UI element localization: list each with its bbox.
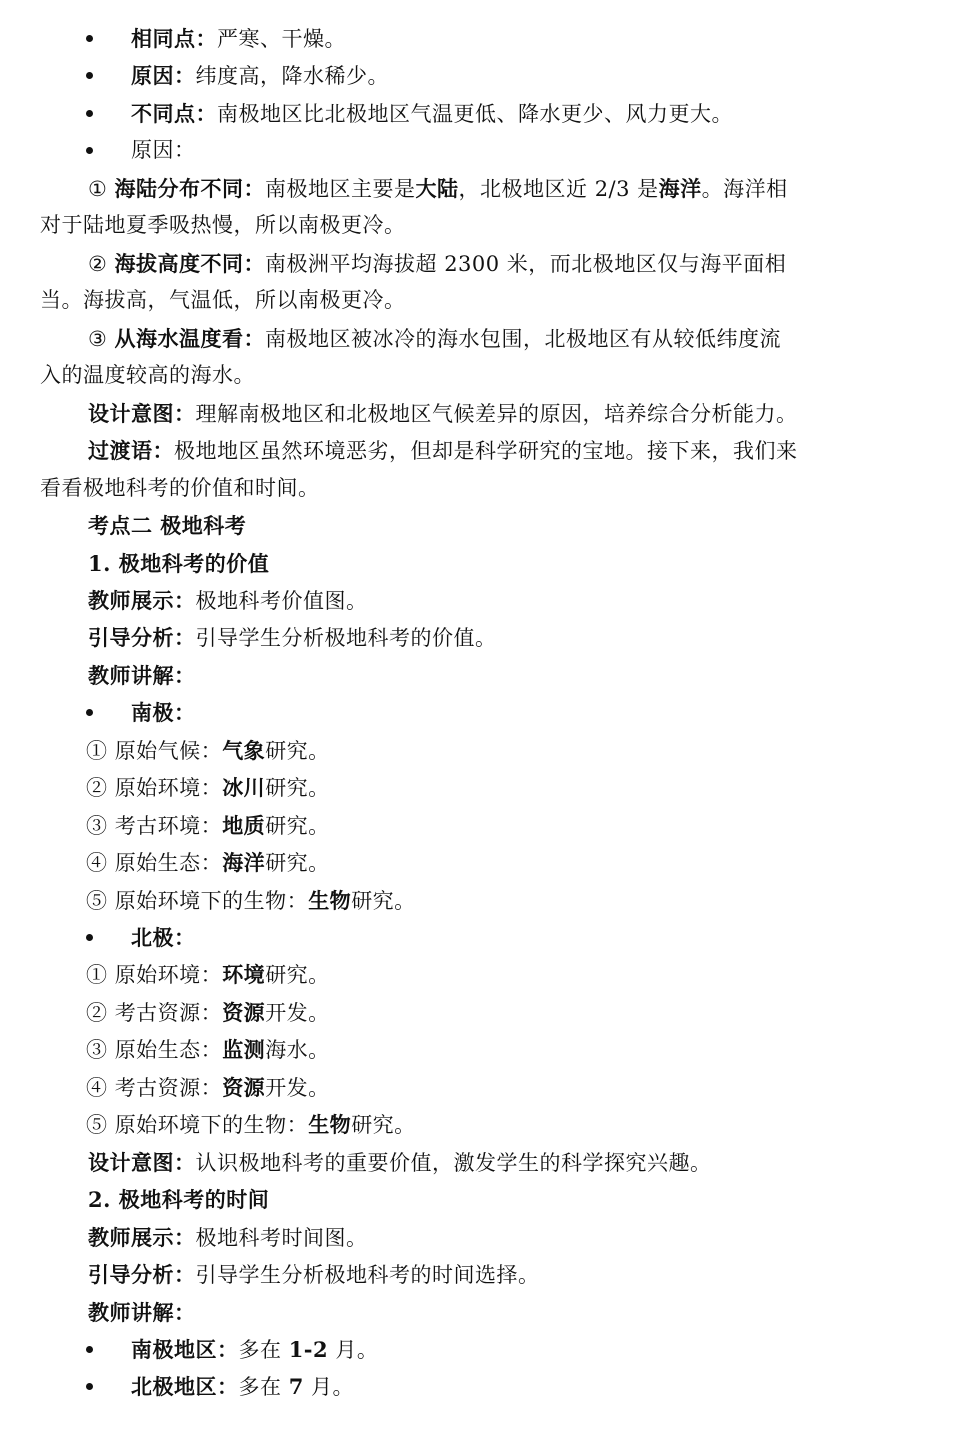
teacher-explain-label: 教师讲解：: [88, 663, 196, 688]
item-pre: 多在: [238, 1338, 289, 1362]
reason-1-line-1: [88, 170, 788, 207]
bullet-icon: [86, 95, 93, 132]
circled-number: ⑤: [86, 889, 108, 913]
item-post: 月。: [303, 1375, 354, 1399]
circled-number: ③: [88, 327, 108, 351]
reason-3-line-2: 入的温度较高的海水。: [40, 363, 255, 387]
section-heading: 考点二 极地科考: [88, 513, 247, 538]
item-pre: 多在: [238, 1375, 289, 1399]
list-item: [86, 994, 330, 1031]
list-item: [86, 807, 330, 844]
teacher-show-text: 极地科考价值图。: [195, 589, 368, 613]
item-bold: 7: [288, 1374, 304, 1399]
reason-emphasis: 海洋: [658, 176, 702, 201]
item-pre: 原始环境：: [114, 963, 223, 987]
list-item: [86, 1031, 330, 1068]
transition-line-2: 看看极地科考的价值和时间。: [40, 476, 320, 500]
item-bold: 资源: [222, 1000, 266, 1025]
item-bold: 监测: [222, 1037, 266, 1062]
item-label: 相同点：: [131, 26, 217, 51]
item-text: 南极地区比北极地区气温更低、降水更少、风力更大。: [217, 102, 733, 126]
item-bold: 生物: [308, 1112, 352, 1137]
circled-number: ①: [86, 739, 108, 763]
reason-2-line-1: [88, 245, 786, 282]
list-item: [86, 732, 330, 769]
item-bold: 资源: [222, 1075, 266, 1100]
item-post: 研究。: [351, 1113, 416, 1137]
item-post: 研究。: [265, 776, 330, 800]
item-pre: 考古资源：: [114, 1001, 223, 1025]
bullet-icon: [86, 694, 93, 731]
circled-number: ④: [86, 851, 108, 875]
item-label: 南极地区：: [131, 1337, 239, 1362]
design-intent: [88, 1144, 712, 1181]
item-bold: 地质: [222, 813, 266, 838]
item-post: 研究。: [265, 963, 330, 987]
subsection-title: 2. 极地科考的时间: [88, 1187, 270, 1212]
bullet-icon: [86, 1368, 93, 1405]
teacher-show-text: 极地科考时间图。: [195, 1226, 368, 1250]
item-pre: 原始生态：: [114, 851, 223, 875]
transition-label: 过渡语：: [88, 438, 174, 463]
list-item: [86, 882, 416, 919]
item-pre: 考古资源：: [114, 1076, 223, 1100]
item-pre: 原始环境下的生物：: [114, 889, 309, 913]
north-label: 北极：: [131, 925, 196, 950]
circled-number: ③: [86, 1038, 108, 1062]
circled-number: ⑤: [86, 1113, 108, 1137]
reason-text: 。海洋相: [701, 177, 788, 201]
transition-text: 极地地区虽然环境恶劣，但却是科学研究的宝地。接下来，我们来: [174, 439, 798, 463]
list-item: [86, 769, 330, 806]
reason-text: 南极地区被冰冷的海水包围，北极地区有从较低纬度流: [265, 327, 782, 351]
bullet-icon: [86, 20, 93, 57]
bullet-icon: [86, 57, 93, 94]
item-post: 研究。: [265, 739, 330, 763]
item-bold: 冰川: [222, 775, 266, 800]
reason-3-line-1: [88, 320, 781, 357]
item-pre: 原始环境下的生物：: [114, 1113, 309, 1137]
bullet-icon: [86, 919, 93, 956]
guide-label: 引导分析：: [88, 625, 196, 650]
item-post: 开发。: [265, 1001, 330, 1025]
reason-emphasis: 大陆: [415, 176, 459, 201]
item-pre: 考古环境：: [114, 814, 223, 838]
item-label: 北极地区：: [131, 1374, 239, 1399]
design-intent-label: 设计意图：: [88, 1150, 196, 1175]
list-item: [86, 1106, 416, 1143]
item-text: 纬度高，降水稀少。: [195, 64, 389, 88]
circled-number: ②: [88, 252, 108, 276]
reason-label: 从海水温度看：: [114, 326, 266, 351]
item-bold: 1-2: [288, 1337, 329, 1362]
list-item: [86, 844, 330, 881]
item-post: 月。: [328, 1338, 379, 1362]
item-post: 海水。: [265, 1038, 330, 1062]
guide-analysis: [88, 1256, 540, 1293]
item-label: 不同点：: [131, 101, 217, 126]
item-post: 研究。: [265, 814, 330, 838]
teacher-show: [88, 1219, 368, 1256]
south-label: 南极：: [131, 700, 196, 725]
item-pre: 原始环境：: [114, 776, 223, 800]
item-text: 原因：: [131, 138, 196, 162]
design-intent-text: 理解南极地区和北极地区气候差异的原因，培养综合分析能力。: [195, 402, 798, 426]
teacher-show-label: 教师展示：: [88, 588, 196, 613]
design-intent-text: 认识极地科考的重要价值，激发学生的科学探究兴趣。: [195, 1151, 712, 1175]
circled-number: ②: [86, 776, 108, 800]
item-post: 研究。: [351, 889, 416, 913]
subsection-title: 1. 极地科考的价值: [88, 551, 270, 576]
guide-analysis: [88, 619, 497, 656]
circled-number: ③: [86, 814, 108, 838]
reason-2-line-2: 当。海拔高，气温低，所以南极更冷。: [40, 288, 406, 312]
list-item: [86, 1069, 330, 1106]
list-item: [86, 956, 330, 993]
circled-number: ①: [88, 177, 108, 201]
item-label: 原因：: [131, 63, 196, 88]
guide-text: 引导学生分析极地科考的价值。: [195, 626, 497, 650]
reason-label: 海拔高度不同：: [114, 251, 266, 276]
teacher-show: [88, 582, 368, 619]
reason-1-line-2: 对于陆地夏季吸热慢，所以南极更冷。: [40, 213, 406, 237]
circled-number: ②: [86, 1001, 108, 1025]
bullet-icon: [86, 1331, 93, 1368]
item-bold: 海洋: [222, 850, 266, 875]
reason-text: 南极洲平均海拔超 2300 米，而北极地区仅与海平面相: [265, 252, 787, 276]
circled-number: ④: [86, 1076, 108, 1100]
item-pre: 原始生态：: [114, 1038, 223, 1062]
item-post: 开发。: [265, 1076, 330, 1100]
item-pre: 原始气候：: [114, 739, 223, 763]
design-intent: [88, 395, 798, 432]
guide-text: 引导学生分析极地科考的时间选择。: [195, 1263, 540, 1287]
teacher-show-label: 教师展示：: [88, 1225, 196, 1250]
reason-label: 海陆分布不同：: [114, 176, 266, 201]
item-bold: 生物: [308, 888, 352, 913]
item-bold: 环境: [222, 962, 266, 987]
design-intent-label: 设计意图：: [88, 401, 196, 426]
reason-text: ，北极地区近 2/3 是: [458, 177, 659, 201]
circled-number: ①: [86, 963, 108, 987]
item-text: 严寒、干燥。: [217, 27, 346, 51]
bullet-icon: [86, 132, 93, 169]
transition-line-1: [88, 432, 798, 469]
reason-text: 南极地区主要是: [265, 177, 416, 201]
item-post: 研究。: [265, 851, 330, 875]
teacher-explain-label: 教师讲解：: [88, 1300, 196, 1325]
item-bold: 气象: [222, 738, 266, 763]
guide-label: 引导分析：: [88, 1262, 196, 1287]
